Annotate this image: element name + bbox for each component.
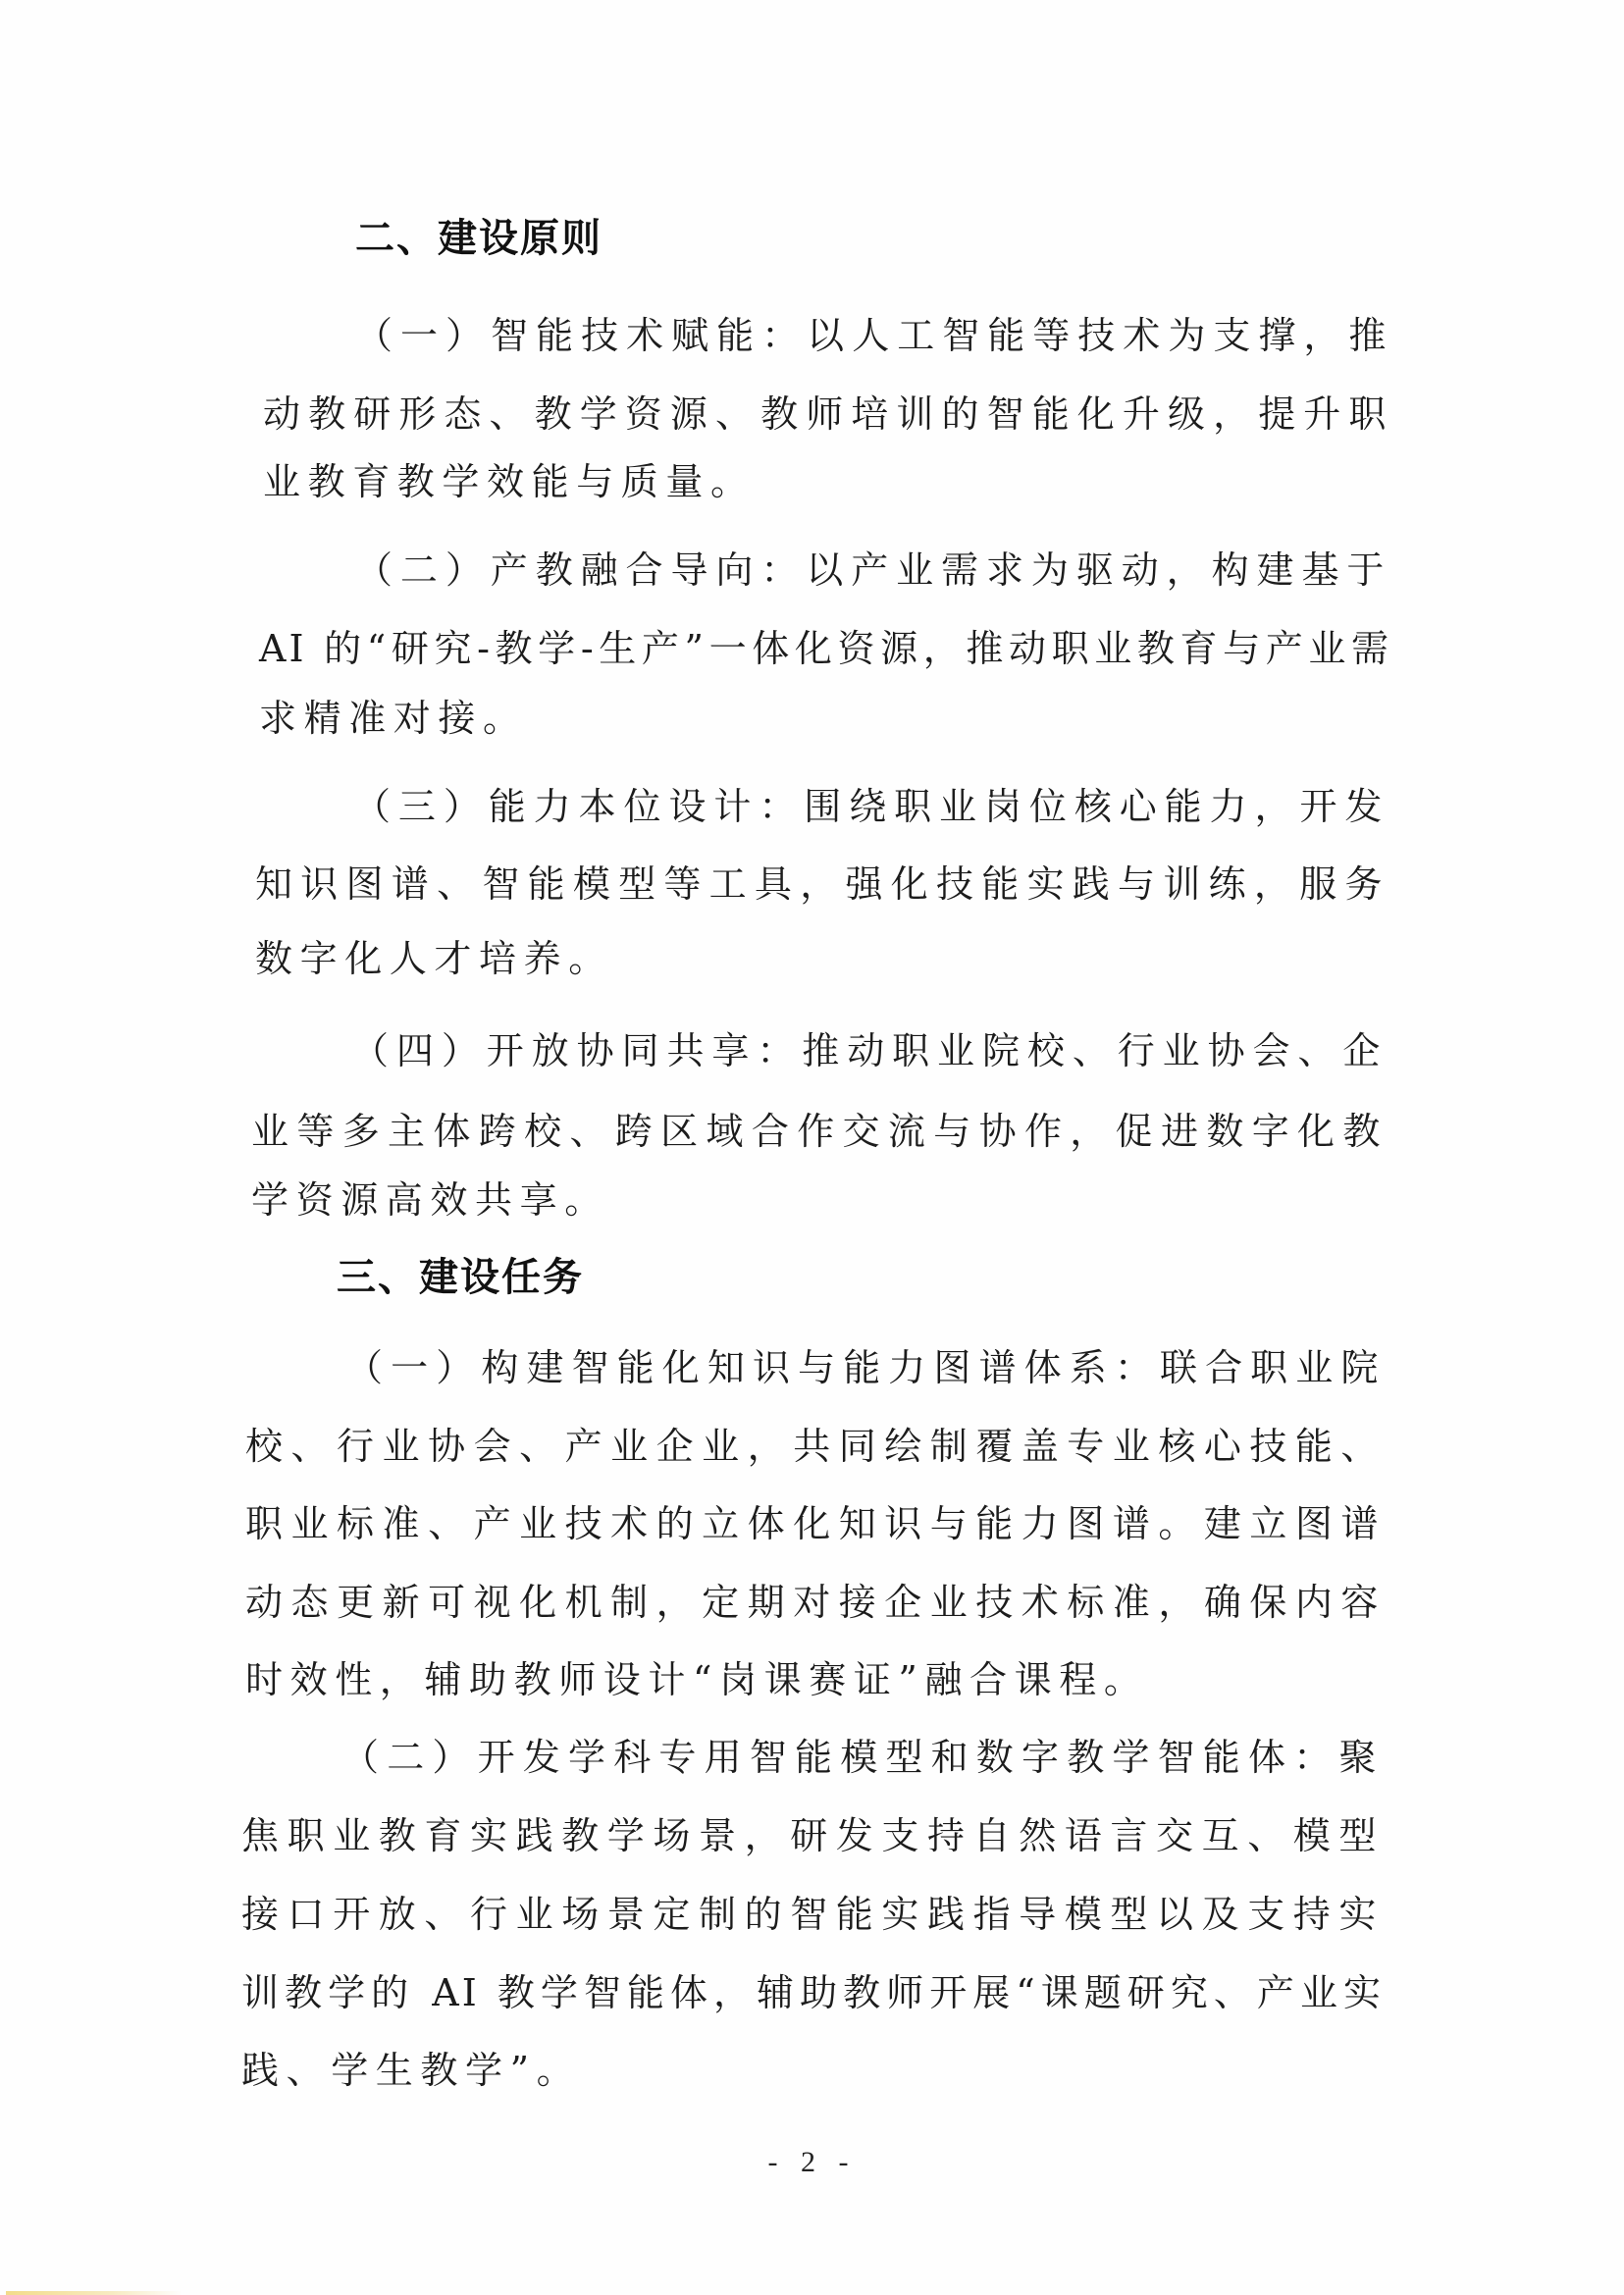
- paragraph-line: 动态更新可视化机制，定期对接企业技术标准，确保内容: [245, 1581, 1386, 1624]
- paragraph-line: （三）能力本位设计：围绕职业岗位核心能力，开发: [353, 785, 1389, 828]
- paragraph-line: 校、行业协会、产业企业，共同绘制覆盖专业核心技能、: [245, 1425, 1386, 1468]
- paragraph-line: 焦职业教育实践教学场景，研发支持自然语言交互、模型: [241, 1814, 1384, 1857]
- paragraph-line: AI 的“研究-教学-生产”一体化资源，推动职业教育与产业需: [259, 627, 1391, 670]
- paragraph-line: 数字化人才培养。: [255, 937, 613, 980]
- paragraph-line: 业等多主体跨校、跨区域合作交流与协作，促进数字化教: [251, 1110, 1388, 1153]
- section-heading-tasks: 三、建设任务: [337, 1255, 584, 1300]
- paragraph-line: 知识图谱、智能模型等工具，强化技能实践与训练，服务: [255, 862, 1389, 906]
- paragraph-line: 接口开放、行业场景定制的智能实践指导模型以及支持实: [241, 1893, 1384, 1936]
- paragraph-line: （四）开放协同共享：推动职业院校、行业协会、企: [351, 1029, 1388, 1072]
- paragraph-line: 动教研形态、教学资源、教师培训的智能化升级，提升职: [263, 392, 1393, 436]
- paragraph-line: 训教学的 AI 教学智能体，辅助教师开展“课题研究、产业实: [241, 1971, 1384, 2014]
- paragraph-line: 时效性，辅助教师设计“岗课赛证”融合课程。: [245, 1658, 1149, 1701]
- paragraph-line: （二）开发学科专用智能模型和数字教学智能体：聚: [341, 1736, 1384, 1779]
- paragraph-line: 职业标准、产业技术的立体化知识与能力图谱。建立图谱: [245, 1502, 1386, 1545]
- section-heading-principles: 二、建设原则: [355, 216, 602, 261]
- scan-edge-artifact: [6, 2291, 183, 2295]
- paragraph-line: 业教育教学效能与质量。: [263, 460, 756, 503]
- paragraph-line: （二）产教融合导向：以产业需求为驱动，构建基于: [355, 548, 1391, 592]
- paragraph-line: 践、学生教学”。: [241, 2049, 582, 2092]
- paragraph-line: 求精准对接。: [259, 697, 528, 740]
- paragraph-line: 学资源高效共享。: [251, 1178, 609, 1222]
- paragraph-line: （一）构建智能化知识与能力图谱体系：联合职业院: [345, 1346, 1386, 1389]
- page-number: - 2 -: [767, 2146, 857, 2178]
- paragraph-line: （一）智能技术赋能：以人工智能等技术为支撑，推: [355, 314, 1393, 357]
